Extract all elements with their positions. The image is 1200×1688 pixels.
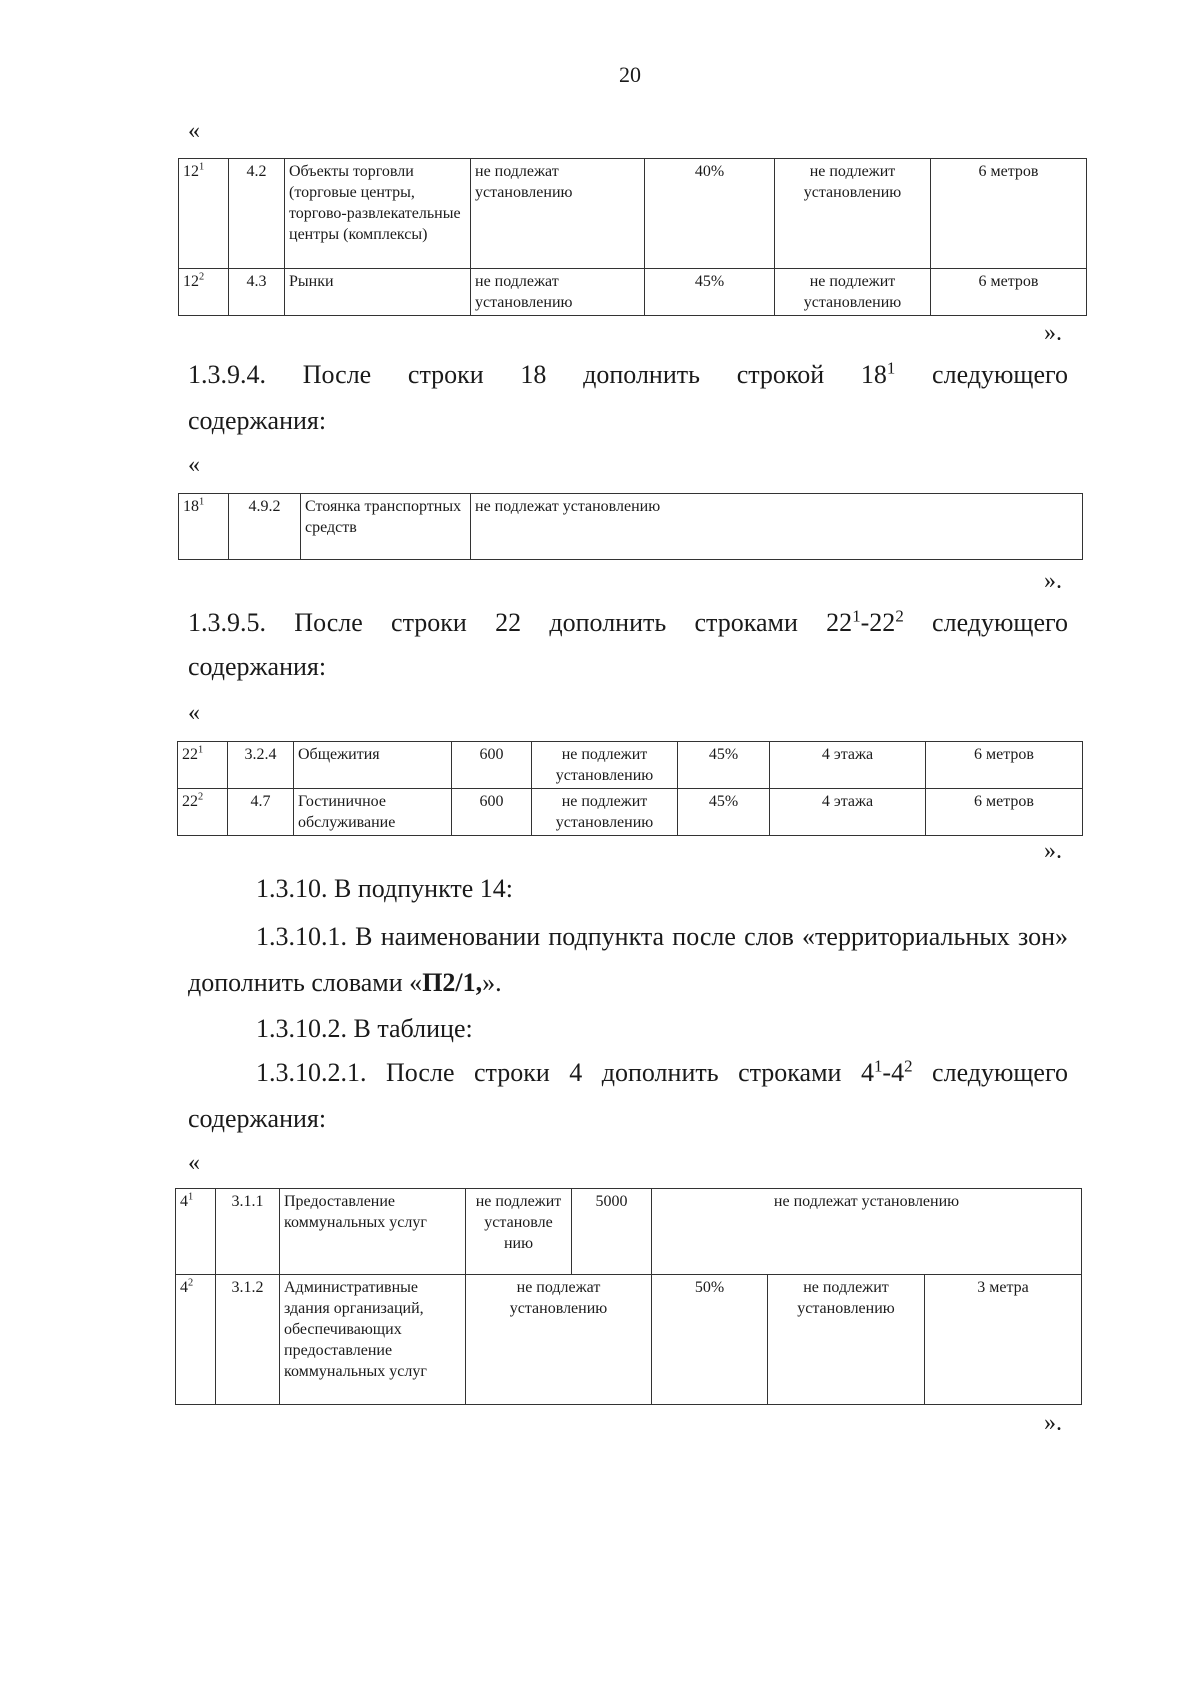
row-name: Общежития <box>294 742 452 789</box>
row-cell: 45% <box>645 269 775 316</box>
row-number: $22^2$ <box>178 789 228 836</box>
row-name: Объекты торговли (торговые центры, торгово-развлекательные центры (комплексы) <box>285 159 471 269</box>
row-cell: 6 метров <box>926 789 1083 836</box>
open-quote: « <box>188 452 200 478</box>
close-quote: ». <box>1044 1410 1062 1436</box>
close-quote: ». <box>1044 320 1062 346</box>
row-number: $12^2$ <box>179 269 229 316</box>
row-cell: 50% <box>652 1275 768 1405</box>
row-cell: 40% <box>645 159 775 269</box>
table-zone-rows-4 <box>175 1188 1082 1405</box>
row-cell: 45% <box>678 742 770 789</box>
row-name: Рынки <box>285 269 471 316</box>
open-quote: « <box>188 118 200 144</box>
table-row <box>178 742 1083 789</box>
table-row <box>179 159 1087 269</box>
row-cell: 6 метров <box>931 159 1087 269</box>
row-cell: 5000 <box>572 1189 652 1275</box>
close-quote: ». <box>1044 838 1062 864</box>
paragraph-continuation: содержания: <box>188 406 327 435</box>
paragraph-1-3-10-1: 1.3.10.1. В наименовании подпункта после слов «территориальных зон» <box>256 922 1068 951</box>
row-number: $4^2$ <box>176 1275 216 1405</box>
row-number: $4^1$ <box>176 1189 216 1275</box>
row-code: 3.1.2 <box>216 1275 280 1405</box>
row-cell: не подлежат установлению <box>471 159 645 269</box>
open-quote: « <box>188 700 200 726</box>
row-number: $22^1$ <box>178 742 228 789</box>
row-cell: 6 метров <box>926 742 1083 789</box>
table-zone-row-18 <box>178 493 1083 560</box>
paragraph-continuation: содержания: <box>188 1104 327 1133</box>
row-code: 4.2 <box>229 159 285 269</box>
row-number: $18^1$ <box>179 494 229 560</box>
row-cell: не подлежат установлению <box>471 269 645 316</box>
table-row <box>178 789 1083 836</box>
row-cell: не подлежит установлению <box>775 159 931 269</box>
row-cell: 600 <box>452 742 532 789</box>
paragraph-continuation: дополнить словами «П2/1,». <box>188 968 502 997</box>
paragraph-1-3-9-5: 1.3.9.5. После строки 22 дополнить строками $22^1-22^2$ следующего <box>188 606 1068 637</box>
row-cell: 4 этажа <box>770 742 926 789</box>
row-cell: 45% <box>678 789 770 836</box>
table-row <box>179 494 1083 560</box>
table-row <box>179 269 1087 316</box>
row-cell: 3 метра <box>925 1275 1082 1405</box>
table-zone-rows-12 <box>178 158 1087 316</box>
row-cell: не подлежит установлению <box>768 1275 925 1405</box>
row-cell: не подлежит установлению <box>532 742 678 789</box>
row-name: Административные здания организаций, обеспечивающих предоставление коммунальных услуг <box>280 1275 466 1405</box>
row-cell: не подлежат установлению <box>652 1189 1082 1275</box>
paragraph-1-3-10-2: 1.3.10.2. В таблице: <box>256 1014 473 1043</box>
row-code: 4.7 <box>228 789 294 836</box>
row-cell: не подлежат установлению <box>471 494 1083 560</box>
table-row <box>176 1275 1082 1405</box>
open-quote: « <box>188 1150 200 1176</box>
row-cell: не подлежит установле нию <box>466 1189 572 1275</box>
paragraph-1-3-10: 1.3.10. В подпункте 14: <box>256 874 513 903</box>
row-name: Предоставление коммунальных услуг <box>280 1189 466 1275</box>
row-code: 3.2.4 <box>228 742 294 789</box>
row-name: Стоянка транспортных средств <box>301 494 471 560</box>
row-cell: не подлежит установлению <box>532 789 678 836</box>
row-code: 4.9.2 <box>229 494 301 560</box>
paragraph-1-3-10-2-1: 1.3.10.2.1. После строки 4 дополнить строками $4^1-4^2$ следующего <box>256 1056 1068 1087</box>
table-row <box>176 1189 1082 1275</box>
row-cell: 600 <box>452 789 532 836</box>
table-zone-rows-22 <box>177 741 1083 836</box>
row-cell: не подлежит установлению <box>775 269 931 316</box>
row-cell: не подлежат установлению <box>466 1275 652 1405</box>
row-code: 4.3 <box>229 269 285 316</box>
row-number: $12^1$ <box>179 159 229 269</box>
row-cell: 4 этажа <box>770 789 926 836</box>
paragraph-continuation: содержания: <box>188 652 327 681</box>
row-code: 3.1.1 <box>216 1189 280 1275</box>
row-name: Гостиничное обслуживание <box>294 789 452 836</box>
close-quote: ». <box>1044 568 1062 594</box>
paragraph-1-3-9-4: 1.3.9.4. После строки 18 дополнить строкой $18^1$ следующего <box>188 358 1068 389</box>
zone-code-bold: П2/1, <box>422 968 483 997</box>
page-number: 20 <box>619 62 641 87</box>
row-cell: 6 метров <box>931 269 1087 316</box>
